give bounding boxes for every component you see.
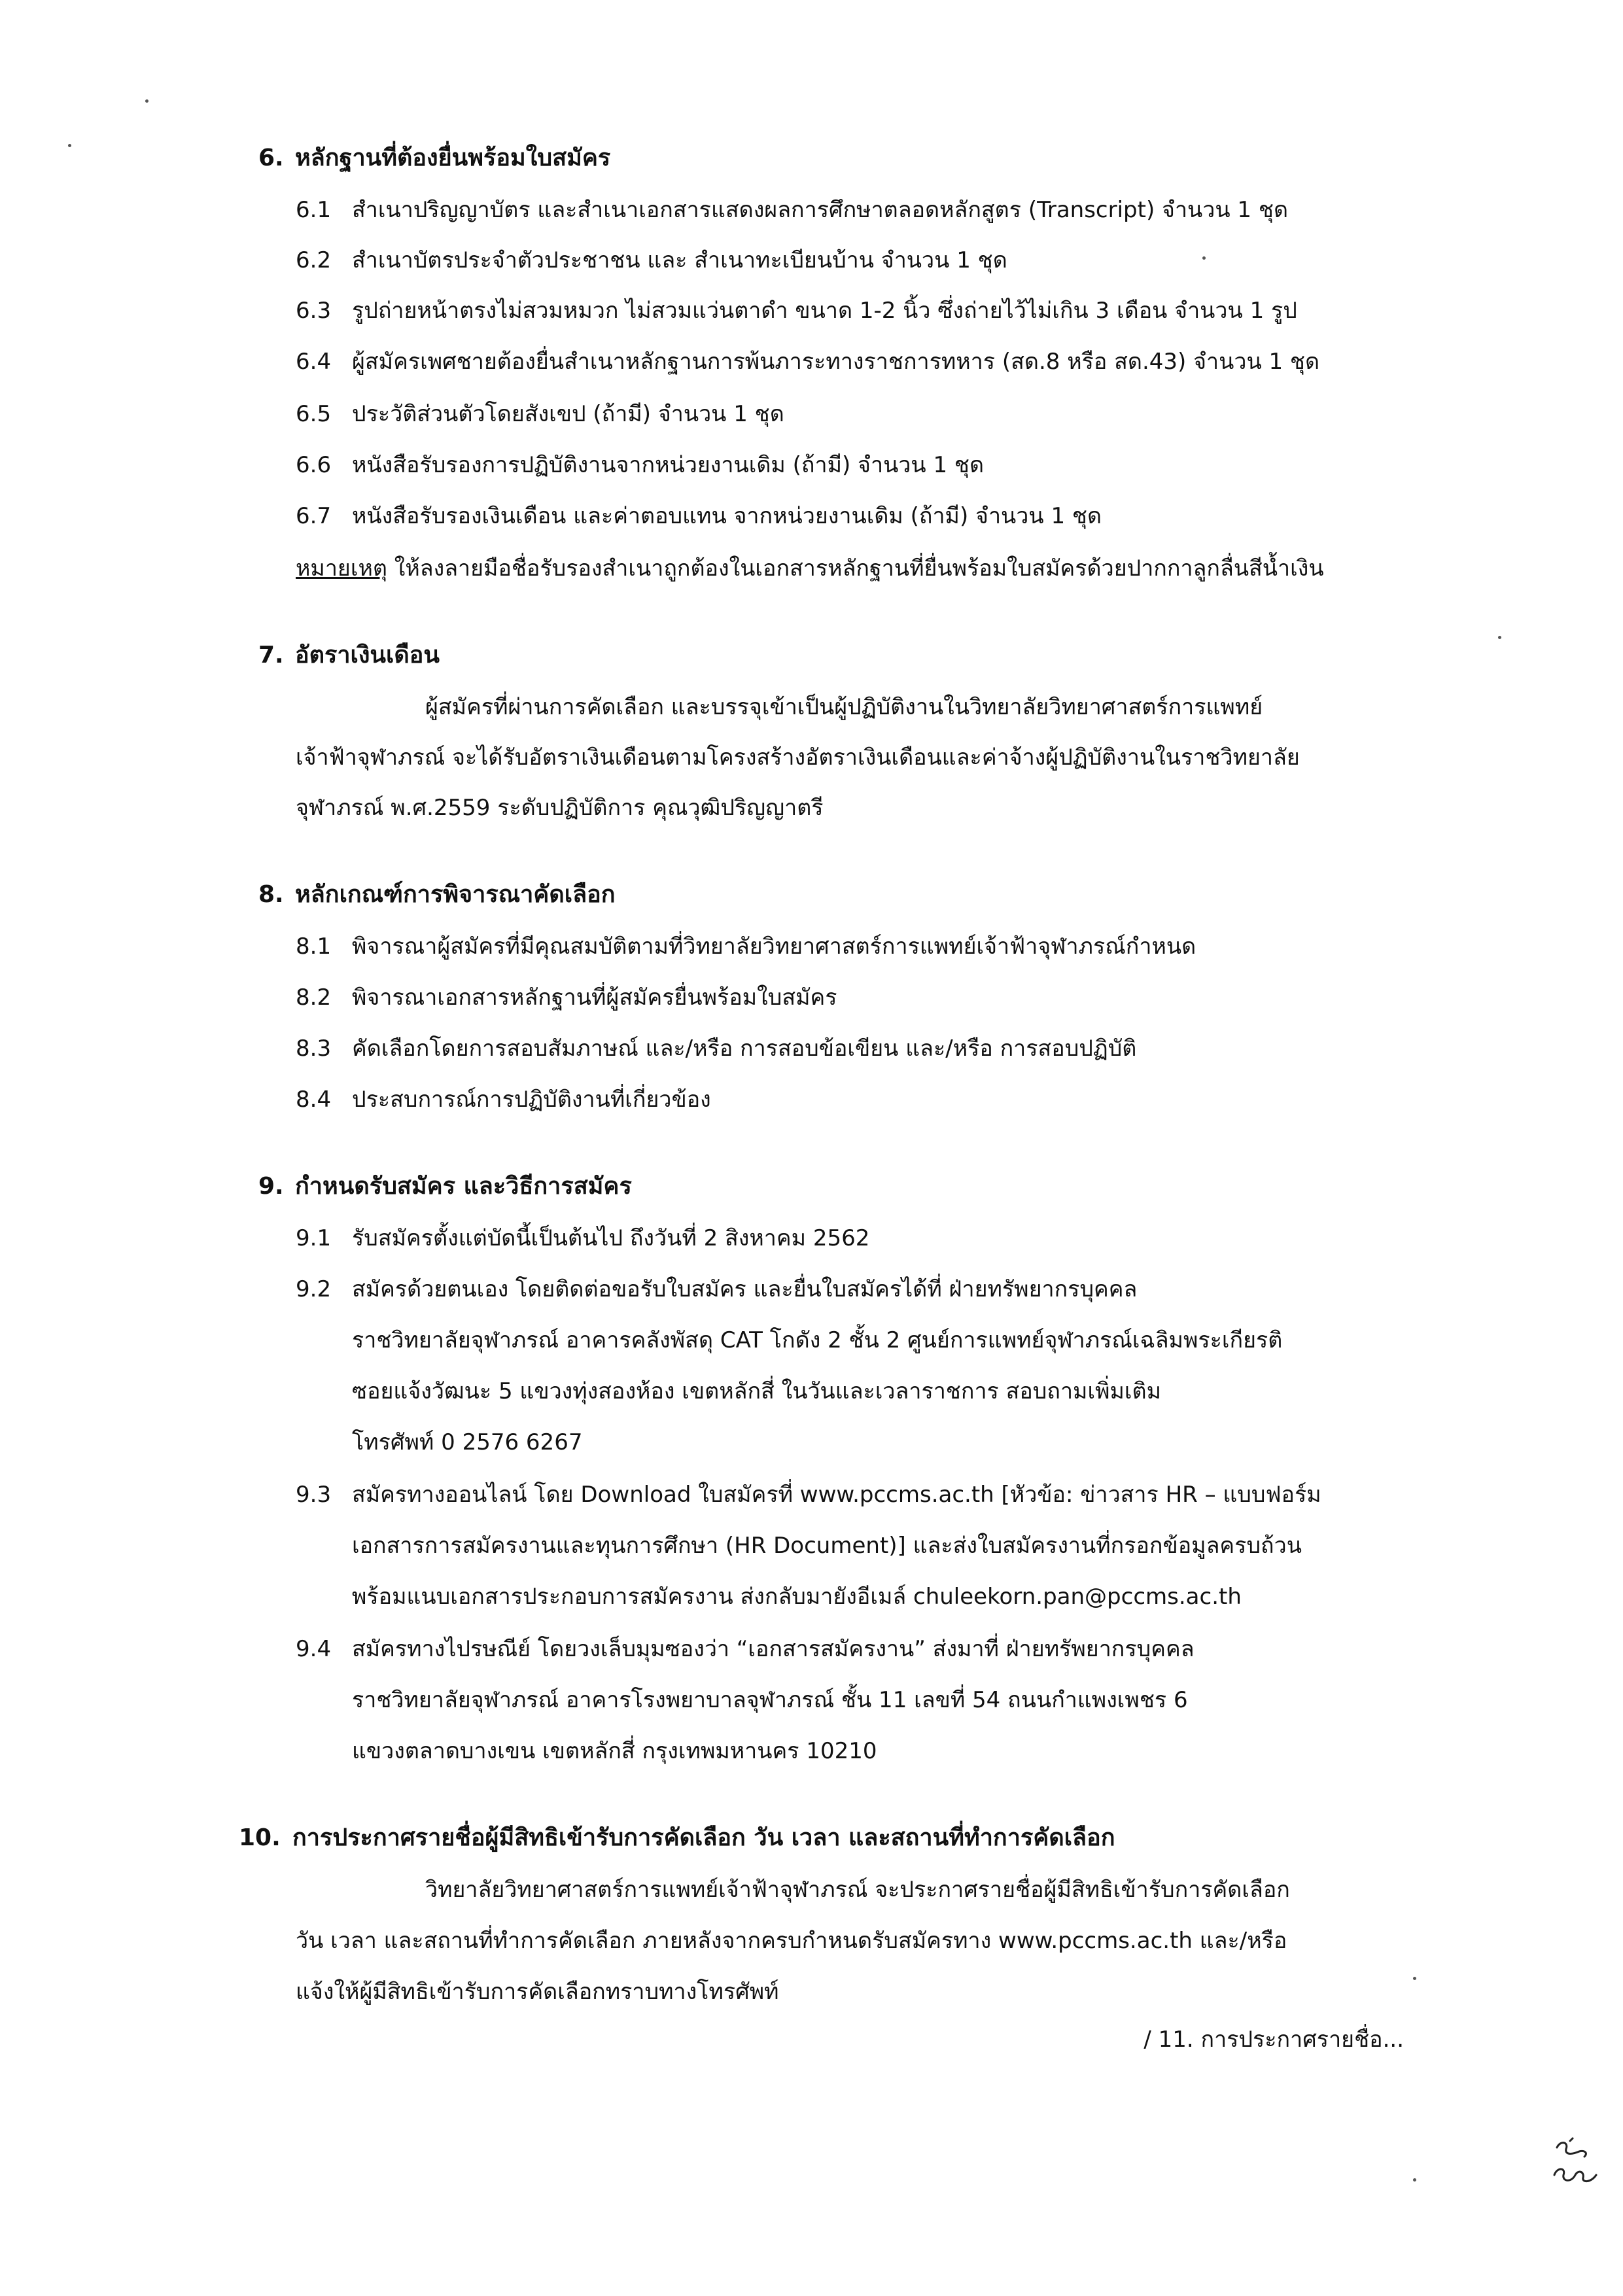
item-number: 9.1 (296, 1225, 332, 1251)
list-item (296, 1480, 1321, 1510)
handwritten-initials (1550, 2136, 1603, 2191)
item-text: ประสบการณ์การปฏิบัติงานที่เกี่ยวข้อง (352, 1087, 711, 1113)
scan-speck (1413, 1977, 1416, 1980)
item-text: ประวัติส่วนตัวโดยสังเขป (ถ้ามี) จำนวน 1 ชุด (352, 401, 784, 427)
list-item (296, 931, 1196, 962)
scan-speck (145, 99, 148, 103)
paragraph-line: วัน เวลา และสถานที่ทำการคัดเลือก ภายหลังจากครบกำหนดรับสมัครทาง www.pccms.ac.th และ/หรือ (296, 1928, 1287, 1954)
item-text: ผู้สมัครเพศชายต้องยื่นสำเนาหลักฐานการพ้นภาระทางราชการทหาร (สด.8 หรือ สด.43) จำนวน 1 ชุด (352, 349, 1320, 375)
item-text: สำเนาบัตรประจำตัวประชาชน และ สำเนาทะเบียนบ้าน จำนวน 1 ชุด (352, 247, 1007, 273)
item-text: สมัครทางไปรษณีย์ โดยวงเล็บมุมซองว่า “เอกสารสมัครงาน” ส่งมาที่ ฝ่ายทรัพยากรบุคคล (352, 1636, 1195, 1662)
item-number: 9.2 (296, 1276, 332, 1302)
section-8-heading (258, 879, 616, 911)
item-text: พิจารณาเอกสารหลักฐานที่ผู้สมัครยื่นพร้อมใบสมัคร (352, 984, 837, 1011)
section-number: 7. (258, 642, 284, 669)
section-title: อัตราเงินเดือน (295, 642, 440, 669)
note-text: ให้ลงลายมือชื่อรับรองสำเนาถูกต้องในเอกสารหลักฐานที่ยื่นพร้อมใบสมัครด้วยปากกาลูกลื่นสีน้ำเงิน (387, 555, 1324, 582)
paragraph-line: วิทยาลัยวิทยาศาสตร์การแพทย์เจ้าฟ้าจุฬาภรณ์ จะประกาศรายชื่อผู้มีสิทธิเข้ารับการคัดเลือก (425, 1877, 1290, 1903)
item-number: 6.5 (296, 401, 332, 427)
list-item (296, 1634, 1195, 1664)
item-text: สมัครทางออนไลน์ โดย Download ใบสมัครที่ www.pccms.ac.th [หัวข้อ: ข่าวสาร HR – แบบฟอร์ม (352, 1482, 1321, 1508)
scan-speck (1498, 636, 1501, 639)
section-9-heading (258, 1171, 632, 1202)
scan-speck (1202, 256, 1206, 260)
item-continuation: ราชวิทยาลัยจุฬาภรณ์ อาคารโรงพยาบาลจุฬาภรณ์ ชั้น 11 เลขที่ 54 ถนนกำแพงเพชร 6 (352, 1687, 1188, 1713)
item-text: สมัครด้วยตนเอง โดยติดต่อขอรับใบสมัคร และยื่นใบสมัครได้ที่ ฝ่ายทรัพยากรบุคคล (352, 1276, 1138, 1302)
section-number: 9. (258, 1173, 284, 1200)
item-continuation: พร้อมแนบเอกสารประกอบการสมัครงาน ส่งกลับมายังอีเมล์ chuleekorn.pan@pccms.ac.th (352, 1584, 1242, 1610)
list-item (296, 195, 1288, 225)
item-number: 9.4 (296, 1636, 332, 1662)
section-number: 6. (258, 145, 284, 171)
item-number: 6.3 (296, 298, 332, 324)
item-number: 8.1 (296, 933, 332, 960)
note-line (296, 553, 1324, 583)
section-7-heading (258, 640, 440, 671)
list-item (296, 983, 837, 1013)
list-item (296, 501, 1102, 531)
list-item (296, 1034, 1136, 1064)
list-item (296, 1085, 711, 1115)
section-number: 10. (239, 1824, 281, 1851)
paragraph-line: เจ้าฟ้าจุฬาภรณ์ จะได้รับอัตราเงินเดือนตามโครงสร้างอัตราเงินเดือนและค่าจ้างผู้ปฏิบัติงานในราชวิทยาลัย (296, 744, 1300, 771)
item-continuation: แขวงตลาดบางเขน เขตหลักสี่ กรุงเทพมหานคร 10210 (352, 1738, 877, 1764)
section-6-heading (258, 143, 610, 174)
item-number: 6.1 (296, 197, 332, 223)
item-number: 6.4 (296, 349, 332, 375)
item-continuation: เอกสารการสมัครงานและทุนการศึกษา (HR Document)] และส่งใบสมัครงานที่กรอกข้อมูลครบถ้วน (352, 1533, 1302, 1559)
list-item (296, 399, 784, 429)
item-text: คัดเลือกโดยการสอบสัมภาษณ์ และ/หรือ การสอบข้อเขียน และ/หรือ การสอบปฏิบัติ (352, 1035, 1137, 1062)
list-item (296, 347, 1319, 377)
section-number: 8. (258, 881, 284, 908)
paragraph-line: แจ้งให้ผู้มีสิทธิเข้ารับการคัดเลือกทราบทางโทรศัพท์ (296, 1979, 779, 2005)
list-item (296, 450, 984, 480)
item-number: 8.2 (296, 984, 332, 1011)
item-text: สำเนาปริญญาบัตร และสำเนาเอกสารแสดงผลการศึกษาตลอดหลักสูตร (Transcript) จำนวน 1 ชุด (352, 197, 1289, 223)
item-text: รูปถ่ายหน้าตรงไม่สวมหมวก ไม่สวมแว่นตาดำ ขนาด 1-2 นิ้ว ซึ่งถ่ายไว้ไม่เกิน 3 เดือน จำนวน 1 รูป (352, 298, 1297, 324)
section-10-heading (239, 1822, 1115, 1854)
list-item (296, 1223, 869, 1253)
item-number: 6.7 (296, 503, 332, 529)
scan-speck (68, 144, 71, 147)
item-number: 6.2 (296, 247, 332, 273)
section-title: การประกาศรายชื่อผู้มีสิทธิเข้ารับการคัดเลือก วัน เวลา และสถานที่ทำการคัดเลือก (292, 1824, 1115, 1851)
list-item (296, 1274, 1137, 1304)
item-text: หนังสือรับรองการปฏิบัติงานจากหน่วยงานเดิม (ถ้ามี) จำนวน 1 ชุด (352, 452, 985, 478)
list-item (296, 296, 1297, 326)
note-label: หมายเหตุ (296, 555, 387, 582)
list-item (296, 245, 1007, 275)
section-title: หลักเกณฑ์การพิจารณาคัดเลือก (295, 881, 616, 908)
continuation-note: / 11. การประกาศรายชื่อ... (1143, 2026, 1404, 2053)
scan-speck (1413, 2178, 1416, 2182)
item-number: 8.3 (296, 1035, 332, 1062)
item-number: 6.6 (296, 452, 332, 478)
item-continuation: ซอยแจ้งวัฒนะ 5 แขวงทุ่งสองห้อง เขตหลักสี่ ในวันและเวลาราชการ สอบถามเพิ่มเติม (352, 1378, 1162, 1404)
paragraph-line: จุฬาภรณ์ พ.ศ.2559 ระดับปฏิบัติการ คุณวุฒิปริญญาตรี (296, 795, 824, 821)
item-text: พิจารณาผู้สมัครที่มีคุณสมบัติตามที่วิทยาลัยวิทยาศาสตร์การแพทย์เจ้าฟ้าจุฬาภรณ์กำหนด (352, 933, 1196, 960)
item-text: หนังสือรับรองเงินเดือน และค่าตอบแทน จากหน่วยงานเดิม (ถ้ามี) จำนวน 1 ชุด (352, 503, 1102, 529)
item-text: รับสมัครตั้งแต่บัดนี้เป็นต้นไป ถึงวันที่ 2 สิงหาคม 2562 (352, 1225, 870, 1251)
item-continuation: ราชวิทยาลัยจุฬาภรณ์ อาคารคลังพัสดุ CAT โกดัง 2 ชั้น 2 ศูนย์การแพทย์จุฬาภรณ์เฉลิมพระเกียรติ (352, 1327, 1283, 1353)
paragraph-line: ผู้สมัครที่ผ่านการคัดเลือก และบรรจุเข้าเป็นผู้ปฏิบัติงานในวิทยาลัยวิทยาศาสตร์การแพทย์ (425, 694, 1263, 720)
section-title: กำหนดรับสมัคร และวิธีการสมัคร (295, 1173, 632, 1200)
item-number: 8.4 (296, 1087, 332, 1113)
item-number: 9.3 (296, 1482, 332, 1508)
item-continuation: โทรศัพท์ 0 2576 6267 (352, 1429, 583, 1455)
section-title: หลักฐานที่ต้องยื่นพร้อมใบสมัคร (295, 145, 611, 171)
